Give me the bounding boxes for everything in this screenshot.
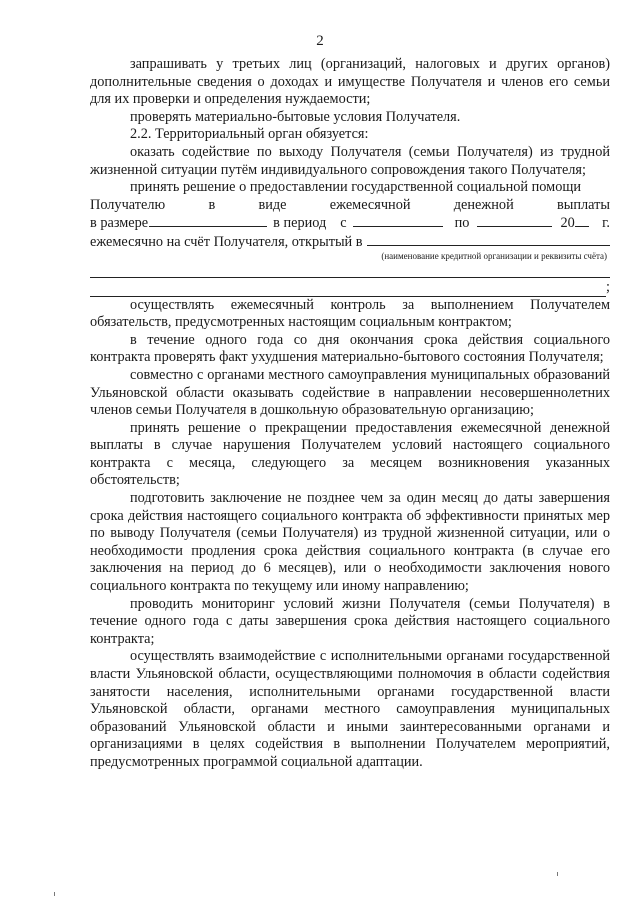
bank-details-line[interactable] [90,261,610,278]
page-number: 2 [316,33,324,49]
decision-line-3 [90,214,610,233]
year-blank[interactable] [575,214,589,227]
paragraph-assist-exit: оказать содействие по выходу Получателя (семьи Получателя) из трудной жизненной ситуации путём индивидуального сопровождения такого Получателя; [90,143,610,178]
bank-caption: (наименование кредитной организации и реквизиты счёта) [381,250,607,261]
paragraph-request-info: запрашивать у третьих лиц (организаций, налоговых и других органов) дополнительные сведения о доходах и имуществе Получателя и членов его семьи для их проверки и определения нуждаемости; [90,56,610,108]
paragraph-monthly-control: осуществлять ежемесячный контроль за выполнением Получателем обязательств, предусмотренных настоящим социальным контрактом; [90,296,610,331]
decision-block [90,179,610,296]
paragraph-interaction: осуществлять взаимодействие с исполнительными органами государственной власти Ульяновской области, осуществляющими полномочия в области содействия занятости населения, исполнительными органами государственной власти Ульяновской области, органами местного самоуправления муниципальных образований Ульяновской области и иными заинтересованными органами и организациями в целях содействия в выполнении Получателем мероприятий, предусмотренных программой социальной адаптации. [90,648,610,770]
word: в [208,196,216,213]
scan-mark [557,872,558,876]
word: выплаты [557,196,610,213]
paragraph-check-deterioration: в течение одного года со дня окончания срока действия социального контракта проверять факт ухудшения материально-бытового состояния Получателя; [90,331,610,366]
size-label: в размере [90,215,149,232]
bank-details-line-2 [90,278,610,297]
paragraph-monitoring: проводить мониторинг условий жизни Получателя (семьи Получателя) в течение одного года с даты завершения срока действия настоящего социального контракта; [90,595,610,647]
amount-blank[interactable] [149,214,267,227]
end-date-blank[interactable] [477,214,552,227]
year-suffix: г. [602,215,610,232]
document-body [90,56,610,772]
scan-mark [54,892,55,896]
word: ежемесячной [329,196,411,213]
paragraph-check-conditions: проверять материально-бытовые условия Получателя. [130,108,461,125]
paragraph-termination: принять решение о прекращении предоставления ежемесячной денежной выплаты в случае нарушения Получателем условий настоящего социального контракта с месяца, следующего за месяцем возникновения указанных обстоятельств; [90,419,610,489]
from-label: с [340,215,347,232]
word: Получателю [90,196,166,213]
year-prefix: 20 [560,215,575,232]
bank-details-blank[interactable] [90,282,606,297]
paragraph-preschool-assistance: совместно с органами местного самоуправления муниципальных образований Ульяновской области оказывать содействие в направлении несовершеннолетних членов семьи Получателя в дошкольную образовательную организацию; [90,366,610,419]
to-label: по [454,215,470,232]
section-heading-2-2: 2.2. Территориальный орган обязуется: [130,126,369,143]
period-label: в период [273,215,327,232]
decision-line-2 [90,197,610,215]
start-date-blank[interactable] [353,214,443,227]
semicolon: ; [606,278,610,295]
decision-line-4 [90,233,610,252]
paragraph-conclusion: подготовить заключение не позднее чем за один месяц до даты завершения срока действия настоящего социального контракта об эффективности принятых мер по выводу Получателя (семьи Получателя) из трудной жизненной ситуации, или о необходимости продления срока действия социального контракта (в случае его заключения на период до 6 месяцев), или о необходимости заключения нового социального контракта по текущему или иному направлению; [90,490,610,595]
word: денежной [453,196,514,213]
bank-blank[interactable] [367,233,610,246]
account-text: ежемесячно на счёт Получателя, открытый в [90,233,363,250]
word: виде [258,196,287,213]
decision-line-1: принять решение о предоставлении государственной социальной помощи [130,179,582,196]
